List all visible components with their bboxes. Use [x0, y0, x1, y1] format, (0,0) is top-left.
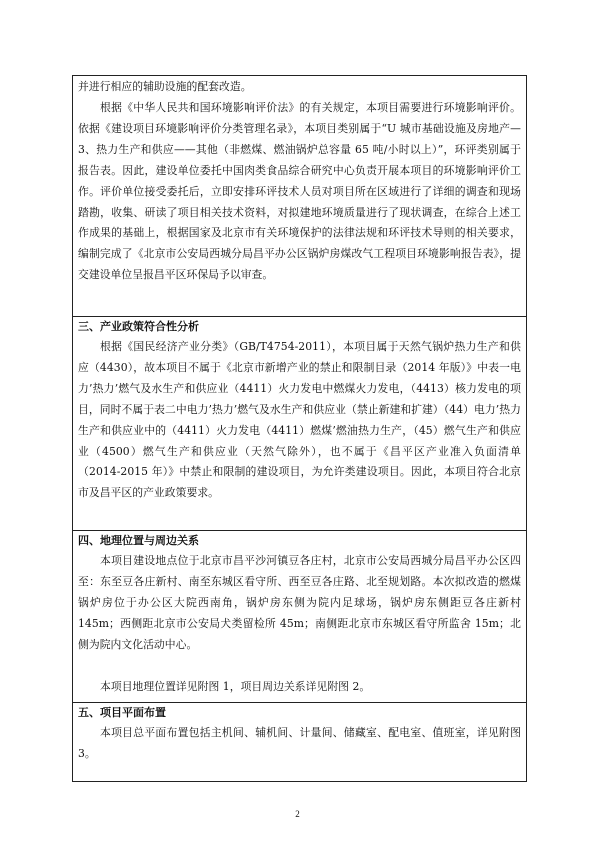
section-heading-location: 四、地理位置与周边关系: [78, 534, 199, 547]
section-heading-layout: 五、项目平面布置: [78, 706, 166, 719]
paragraph-layout: 本项目总平面布置包括主机间、辅机间、计量间、储藏室、配电室、值班室，详见附图 3。: [78, 726, 521, 760]
page-number: 2: [295, 809, 300, 819]
paragraph-location: 本项目建设地点位于北京市昌平沙河镇豆各庄村，北京市公安局西城分局昌平办公区四至：东至豆各庄新村、南至东城区看守所、西至豆各庄路、北至规划路。本次拟改造的燃煤锅炉房位于办公区大院西南角，锅炉房东侧为院内足球场，锅炉房东侧距豆各庄新村 145m；西侧距北京市公安局犬类留检所 45m；南侧距北京市东城区看守所监舍 15m；北侧为院内文化活动中心。: [78, 554, 521, 651]
document-table-frame: [72, 75, 527, 782]
paragraph-location-figures: 本项目地理位置详见附图 1，项目周边关系详见附图 2。: [100, 680, 371, 693]
paragraph-eia-background: 根据《中华人民共和国环境影响评价法》的有关规定，本项目需要进行环境影响评价。依据《建设项目环境影响评价分类管理名录》，本项目类别属于“U 城市基础设施及房地产—3、热力生产和供应——其他（非燃煤、燃油锅炉总容量 65 吨/小时以上）”，环评类别属于报告表。因此，建设单位委托中国肉类食品综合研究中心负责开展本项目的环境影响评价工作。评价单位接受委托后，立即安排环评技术人员对项目所在区域进行了详细的调查和现场踏勘，收集、研读了项目相关技术资料，对拟建地环境质量进行了现状调查，在综合上述工作成果的基础上，根据国家及北京市有关环境保护的法律法规和环评技术导则的相关要求，编制完成了《北京市公安局西城分局昌平办公区锅炉房煤改气工程项目环境影响报告表》，提交建设单位呈报昌平区环保局予以审查。: [78, 101, 521, 282]
section-heading-industry-policy: 三、产业政策符合性分析: [78, 320, 199, 333]
paragraph-continuation: 并进行相应的辅助设施的配套改造。: [78, 80, 252, 93]
paragraph-industry-policy: 根据《国民经济产业分类》（GB/T4754-2011），本项目属于天然气锅炉热力生产和供应（4430），故本项目不属于《北京市新增产业的禁止和限制目录（2014 年版）》中表一电力’热力’燃气及水生产和供应业（4411）火力发电中燃煤火力发电，（4413）核力发电的项目，同时不属于表二中电力’热力’燃气及水生产和供应业（禁止新建和扩建）（44）电力’热力生产和供应业中的（4411）火力发电（4411）燃煤’燃油热力生产，（45）燃气生产和供应业（4500）燃气生产和供应业（天然气除外），也不属于《昌平区产业准入负面清单（2014-2015 年）》中禁止和限制的建设项目，为允许类建设项目。因此，本项目符合北京市及昌平区的产业政策要求。: [78, 340, 521, 500]
